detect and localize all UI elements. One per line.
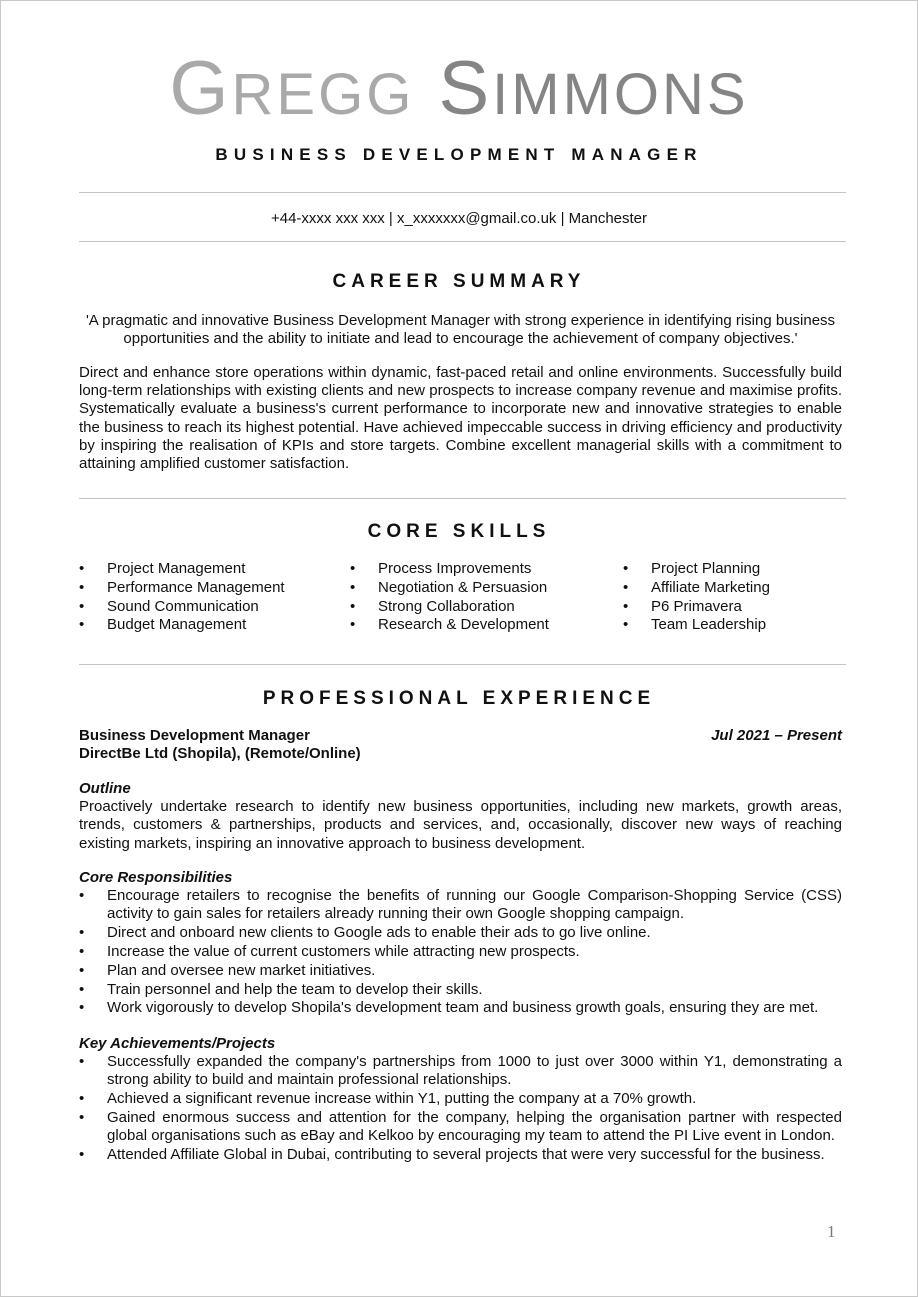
career-summary-heading: CAREER SUMMARY — [332, 271, 586, 292]
bullet: • — [79, 924, 85, 942]
list-item — [623, 560, 883, 579]
list-item-text: Increase the value of current customers while attracting new prospects. — [107, 943, 580, 960]
list-item-text: Train personnel and help the team to develop their skills. — [107, 980, 483, 998]
skill-label: P6 Primavera — [651, 597, 742, 615]
job-entry-header — [79, 727, 842, 763]
bullet: • — [623, 597, 629, 615]
list-item — [623, 579, 883, 598]
bullet: • — [350, 616, 356, 634]
list-item — [79, 1109, 842, 1145]
summary-quote: 'A pragmatic and innovative Business Development Manager with strong experience in identifying rising business opportunities and the ability to initiate and lead to encourage the achievement of company objectives.' — [85, 312, 836, 348]
bullet: • — [79, 616, 85, 634]
bullet: • — [79, 943, 85, 960]
skill-label: Sound Communication — [107, 597, 259, 615]
list-item — [79, 1090, 842, 1108]
last-name-initial: S — [438, 46, 493, 131]
bullet: • — [79, 887, 85, 905]
bullet: • — [623, 578, 629, 596]
bullet: • — [79, 980, 85, 998]
divider — [79, 498, 846, 499]
bullet: • — [79, 999, 85, 1017]
contact-info: +44-xxxx xxx xxx | x_xxxxxxx@gmail.co.uk | Manchester — [270, 210, 648, 227]
bullet: • — [79, 597, 85, 615]
bullet: • — [79, 1109, 85, 1126]
bullet: • — [79, 1090, 85, 1108]
professional-experience-heading: PROFESSIONAL EXPERIENCE — [262, 688, 656, 709]
list-item-text: Direct and onboard new clients to Google ads to enable their ads to go live online. — [107, 924, 651, 942]
last-name — [438, 46, 748, 131]
first-name-initial: G — [169, 46, 232, 131]
skill-label: Performance Management — [107, 578, 285, 596]
list-item — [79, 579, 339, 598]
list-item-text: Work vigorously to develop Shopila's development team and business growth goals, ensuring they are met. — [107, 999, 819, 1017]
list-item — [79, 962, 842, 980]
list-item — [79, 560, 339, 579]
bullet: • — [350, 597, 356, 615]
achievements-label: Key Achievements/Projects — [79, 1035, 276, 1052]
list-item — [623, 598, 883, 617]
list-item — [350, 616, 610, 635]
list-item-text: Gained enormous success and attention for the company, helping the organisation partner with respected global organisations such as eBay and Kelkoo by encouraging my team to attend the PI Live event in London. — [107, 1109, 842, 1145]
divider — [79, 241, 846, 242]
list-item — [79, 598, 339, 617]
page-number: 1 — [827, 1222, 836, 1241]
skill-label: Process Improvements — [378, 560, 532, 577]
list-item — [623, 616, 883, 635]
list-item — [79, 999, 842, 1017]
achievements-list — [79, 1053, 842, 1164]
skill-label: Project Planning — [651, 560, 761, 577]
list-item — [79, 1053, 842, 1089]
bullet: • — [79, 1053, 85, 1071]
list-item — [350, 560, 610, 579]
job-title: BUSINESS DEVELOPMENT MANAGER — [215, 145, 703, 164]
job-company: DirectBe Ltd (Shopila), (Remote/Online) — [79, 745, 361, 763]
bullet: • — [79, 578, 85, 596]
skills-column-1 — [79, 560, 339, 635]
bullet: • — [79, 961, 85, 979]
candidate-name — [1, 46, 917, 135]
list-item-text: Achieved a significant revenue increase within Y1, putting the company at a 70% growth. — [107, 1090, 697, 1108]
bullet: • — [350, 560, 356, 577]
divider — [79, 192, 846, 193]
list-item — [79, 981, 842, 999]
list-item-text: Attended Affiliate Global in Dubai, contributing to several projects that were very successful for the business. — [107, 1146, 825, 1163]
outline-text: Proactively undertake research to identify new business opportunities, including new markets, growth areas, trends, customers & partnerships, products and services, and, occasionally, discover new ways of reaching existing markets, inspiring an innovative approach to business development. — [79, 798, 842, 852]
skill-label: Team Leadership — [651, 616, 767, 634]
job-dates: Jul 2021 – Present — [711, 727, 842, 744]
bullet: • — [623, 616, 629, 634]
bullet: • — [350, 578, 356, 596]
responsibilities-label: Core Responsibilities — [79, 869, 233, 886]
bullet: • — [79, 1146, 85, 1163]
first-name-rest: REGG — [231, 62, 415, 127]
skill-label: Research & Development — [378, 616, 549, 634]
skill-label: Strong Collaboration — [378, 597, 515, 615]
responsibilities-section — [79, 869, 842, 1018]
first-name — [169, 46, 414, 131]
skills-column-2 — [350, 560, 610, 635]
bullet: • — [623, 560, 629, 577]
list-item-text: Successfully expanded the company's partnerships from 1000 to just over 3000 within Y1, demonstrating a strong ability to build and maintain professional relationships. — [107, 1053, 842, 1089]
list-item-text: Plan and oversee new market initiatives. — [107, 961, 376, 979]
core-skills-heading: CORE SKILLS — [367, 521, 551, 542]
outline-section — [79, 780, 842, 853]
achievements-section — [79, 1035, 842, 1164]
skill-label: Negotiation & Persuasion — [378, 578, 548, 596]
skill-label: Budget Management — [107, 616, 247, 634]
list-item — [79, 887, 842, 923]
outline-label: Outline — [79, 780, 131, 797]
skills-column-3 — [623, 560, 883, 635]
summary-body: Direct and enhance store operations within dynamic, fast-paced retail and online environments. Successfully build long-term relationships with existing clients and new prospects to increase company revenue and maximise profits. Systematically evaluate a business's current performance to incorporate new and innovative strategies to enable the business to reach its highest potential. Have achieved impeccable success in driving efficiency and productivity by inspiring the realisation of KPIs and store targets. Combine excellent managerial skills with a commitment to attaining amplified customer satisfaction. — [79, 364, 842, 473]
list-item — [79, 616, 339, 635]
last-name-rest: IMMONS — [492, 62, 749, 127]
skill-label: Project Management — [107, 560, 246, 577]
list-item — [79, 943, 842, 961]
job-role: Business Development Manager — [79, 727, 310, 744]
list-item-text: Encourage retailers to recognise the benefits of running our Google Comparison-Shopping Service (CSS) activity to gain sales for retailers already running their own Google shopping campaign. — [107, 887, 842, 923]
bullet: • — [79, 560, 85, 577]
list-item — [350, 598, 610, 617]
list-item — [79, 924, 842, 942]
skill-label: Affiliate Marketing — [651, 578, 770, 596]
divider — [79, 664, 846, 665]
list-item — [350, 579, 610, 598]
responsibilities-list — [79, 887, 842, 1017]
list-item — [79, 1146, 842, 1164]
